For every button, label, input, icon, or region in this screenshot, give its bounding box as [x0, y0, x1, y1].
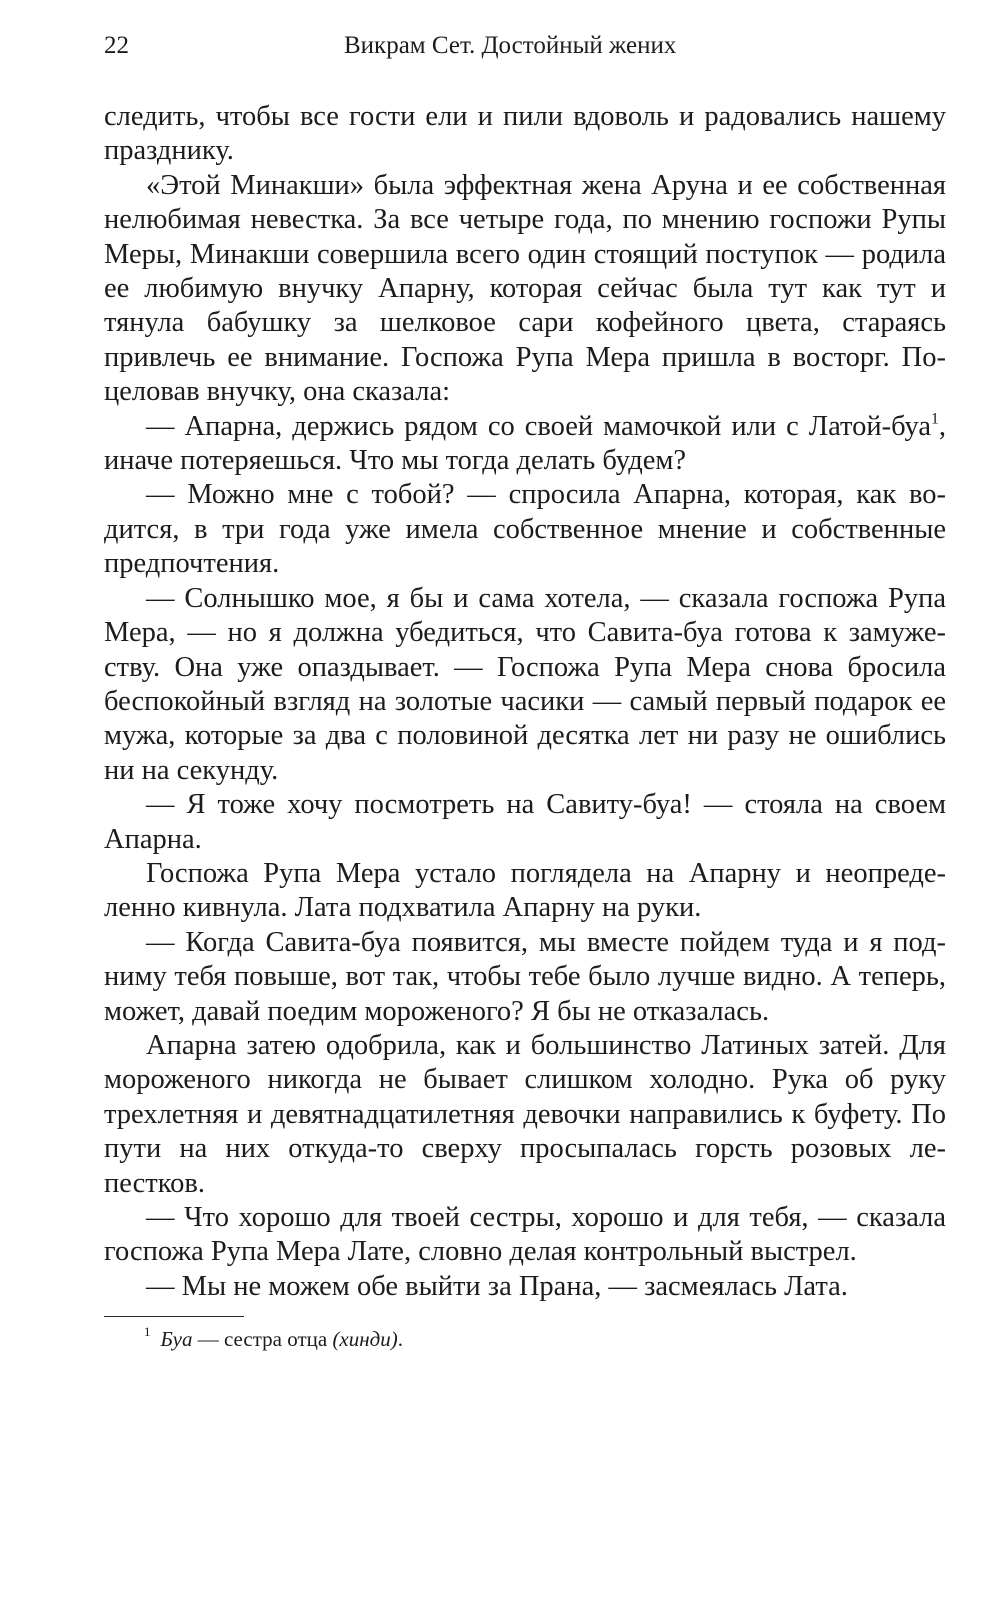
footnote-divider [104, 1316, 244, 1317]
paragraph-text: , иначе потеряешься. Что мы тогда делать будем? [104, 410, 946, 477]
paragraph: — Когда Савита-буа появится, мы вместе пойдем туда и я подниму тебя повыше, вот так, чтобы тебе было лучше видно. А теперь, может, давай поедим мороженого? Я бы не отказалась. [104, 926, 946, 1027]
paragraph: — Можно мне с тобой? — спросила Апарна, которая, как водится, в три года уже имела собственное мнение и собственные предпочтения. [104, 479, 946, 580]
footnote [144, 1324, 944, 1354]
page-number: 22 [104, 32, 129, 59]
footnote-dash: — [192, 1327, 224, 1351]
paragraph: — Мы не можем обе выйти за Прана, — засмеялась Лата. [146, 1270, 848, 1302]
paragraph: — Солнышко мое, я бы и сама хотела, — сказала госпожа Рупа Мера, — но я должна убедиться, что Савита-буа готова к замужеству. Она уже опаздывает. — Госпожа Рупа Мера снова бросила беспокойный взгляд на золотые часики — самый первый подарок ее мужа, которые за два с половиной десятка лет ни разу не ошиблись ни на секунду. [104, 582, 946, 786]
paragraph-text: — Апарна, держись рядом со своей мамочкой или с Латой-буа [146, 410, 932, 442]
book-title: Викрам Сет. Достойный жених [344, 32, 677, 59]
body-text [104, 100, 946, 1304]
footnote-term: Буа [160, 1327, 193, 1351]
footnote-end: . [397, 1327, 404, 1351]
footnote-marker: 1 [144, 1324, 151, 1340]
running-header [104, 28, 946, 64]
paragraph: Апарна затею одобрила, как и большинство Латиных затей. Для мороженого никогда не бывает слишком холодно. Рука об руку трехлетняя и девятнадцатилетняя девочки направились к буфету. По пути на них откуда-то сверху просыпалась горсть розовых лепестков. [104, 1029, 946, 1199]
footnote-definition: сестра отца [223, 1327, 333, 1351]
paragraph [104, 410, 946, 479]
paragraph: — Что хорошо для твоей сестры, хорошо и для тебя, — сказала госпожа Рупа Мера Лате, словно делая контрольный выстрел. [104, 1202, 946, 1268]
paragraph: — Я тоже хочу посмотреть на Савиту-буа! — стояла на своем Апарна. [104, 789, 946, 855]
footnote-language: (хинди) [332, 1327, 398, 1351]
paragraph: следить, чтобы все гости ели и пили вдоволь и радовались нашему празднику. [104, 101, 946, 167]
paragraph: Госпожа Рупа Мера устало поглядела на Апарну и неопределенно кивнула. Лата подхватила Апарну на руки. [104, 857, 946, 924]
footnote-reference: 1 [931, 409, 939, 427]
paragraph: «Этой Минакши» была эффектная жена Аруна и ее собственная нелюбимая невестка. За все четыре года, по мнению госпожи Рупы Меры, Минакши совершила всего один стоящий поступок — родила ее любимую внучку Апарну, которая сейчас была тут как тут и тянула бабушку за шелковое сари кофейного цвета, стараясь привлечь ее внимание. Госпожа Рупа Мера пришла в восторг. Поцеловав внучку, она сказала: [104, 169, 946, 408]
